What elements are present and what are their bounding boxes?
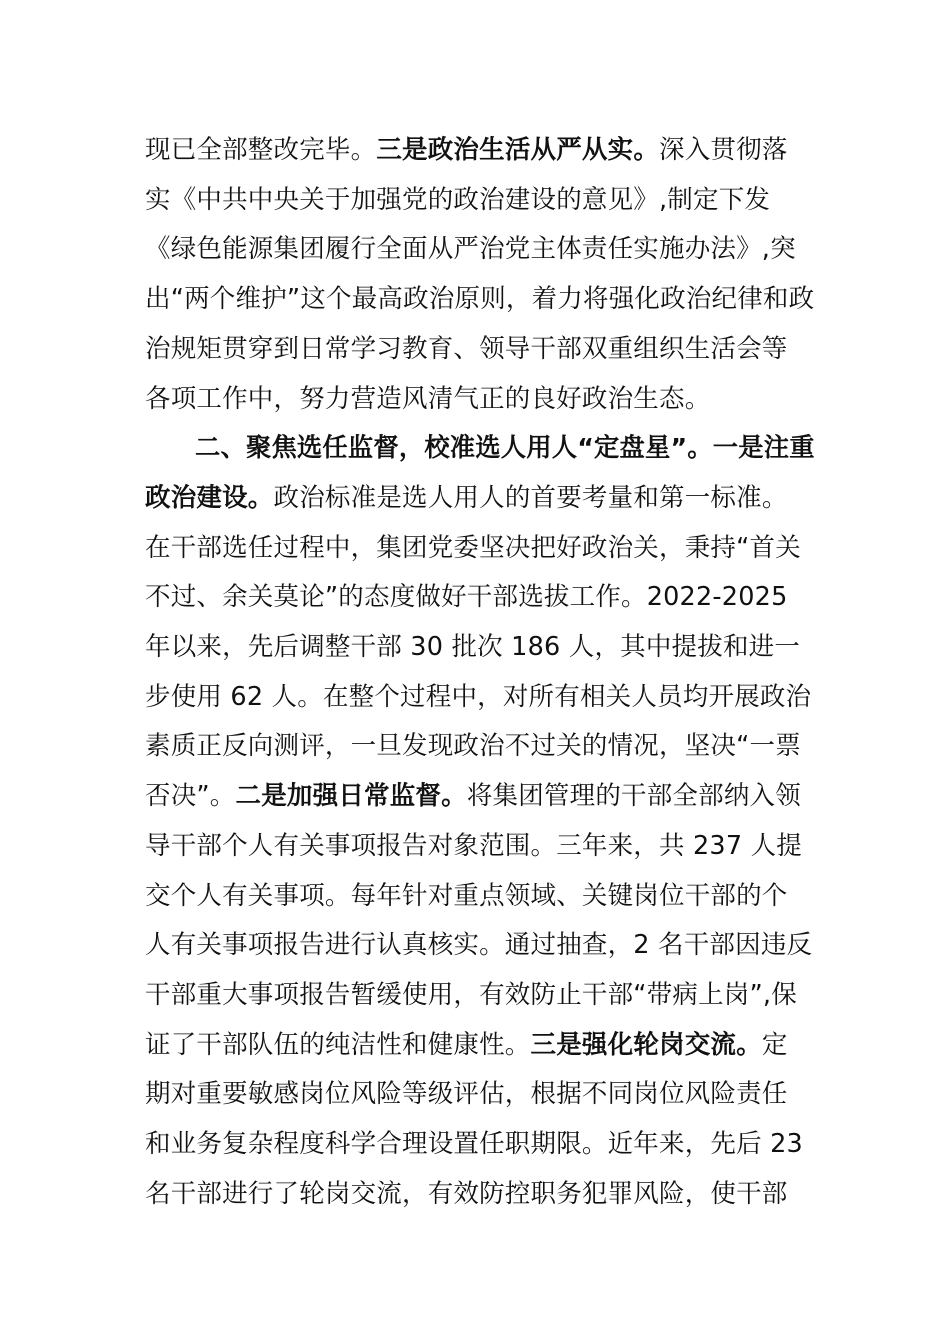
text-segment: 步使用 62 人。在整个过程中，对所有相关人员均开展政治	[145, 681, 812, 712]
text-segment: 实《中共中央关于加强党的政治建设的意见》,制定下发	[145, 184, 771, 215]
text-segment: 和业务复杂程度科学合理设置任职期限。近年来，先后 23	[145, 1129, 803, 1159]
text-segment: 将集团管理的干部全部纳入领	[466, 781, 801, 812]
text-line	[145, 329, 815, 369]
text-segment: 导干部个人有关事项报告对象范围。三年来，共 237 人提	[145, 830, 802, 861]
text-line	[195, 428, 815, 468]
text-segment: 证了干部队伍的纯洁性和健康性。	[145, 1029, 531, 1060]
text-line	[145, 1025, 815, 1065]
text-line	[145, 726, 815, 766]
text-line	[145, 677, 815, 717]
bold-text-segment: 三是强化轮岗交流。	[530, 1029, 762, 1060]
text-segment: 年以来，先后调整干部 30 批次 186 人，其中提拔和进一	[145, 632, 801, 662]
text-segment: 不过、余关莫论”的态度做好干部选拔工作。2022-2025	[145, 582, 788, 613]
text-line	[145, 1074, 815, 1114]
text-segment: 否决”。	[145, 781, 236, 812]
text-line	[145, 577, 815, 617]
text-line	[145, 379, 815, 419]
text-line	[145, 776, 815, 816]
text-segment: 政治标准是选人用人的首要考量和第一标准。	[273, 482, 788, 513]
text-line	[145, 925, 815, 965]
text-line	[145, 279, 815, 319]
text-segment: 现已全部整改完毕。	[145, 135, 377, 165]
text-line	[145, 1174, 815, 1214]
text-line	[145, 876, 815, 916]
text-line	[145, 229, 815, 269]
text-segment: 治规矩贯穿到日常学习教育、领导干部双重组织生活会等	[145, 333, 788, 364]
text-segment: 干部重大事项报告暂缓使用，有效防止干部“带病上岗”,保	[145, 979, 797, 1010]
text-segment: 交个人有关事项。每年针对重点领域、关键岗位干部的个	[145, 880, 788, 911]
text-line	[145, 1124, 815, 1164]
text-segment: 《绿色能源集团履行全面从严治党主体责任实施办法》,突	[145, 234, 796, 265]
text-segment: 定	[761, 1029, 788, 1060]
text-segment: 人有关事项报告进行认真核实。通过抽查，2 名干部因违反	[145, 930, 813, 961]
text-segment: 在干部选任过程中，集团党委坚决把好政治关，秉持“首关	[145, 532, 801, 563]
text-line	[145, 975, 815, 1015]
bold-text-segment: 政治建设。	[145, 482, 274, 513]
text-line	[145, 826, 815, 866]
text-line	[145, 180, 815, 220]
text-segment: 深入贯彻落	[659, 135, 788, 165]
bold-text-segment: 二是加强日常监督。	[235, 781, 467, 812]
text-segment: 名干部进行了轮岗交流，有效防控职务犯罪风险，使干部	[145, 1178, 788, 1209]
text-segment: 出“两个维护”这个最高政治原则，着力将强化政治纪律和政	[145, 284, 815, 315]
text-line	[145, 478, 815, 518]
text-line	[145, 528, 815, 568]
text-segment: 期对重要敏感岗位风险等级评估，根据不同岗位风险责任	[145, 1079, 788, 1110]
text-segment: 各项工作中，努力营造风清气正的良好政治生态。	[145, 383, 711, 414]
text-segment: 素质正反向测评，一旦发现政治不过关的情况，坚决“一票	[145, 731, 801, 762]
text-line	[145, 130, 815, 170]
bold-text-segment: 三是政治生活从严从实。	[376, 135, 660, 165]
bold-text-segment: 二、聚焦选任监督，校准选人用人“定盘星”。一是注重	[195, 433, 815, 463]
text-line	[145, 627, 815, 667]
